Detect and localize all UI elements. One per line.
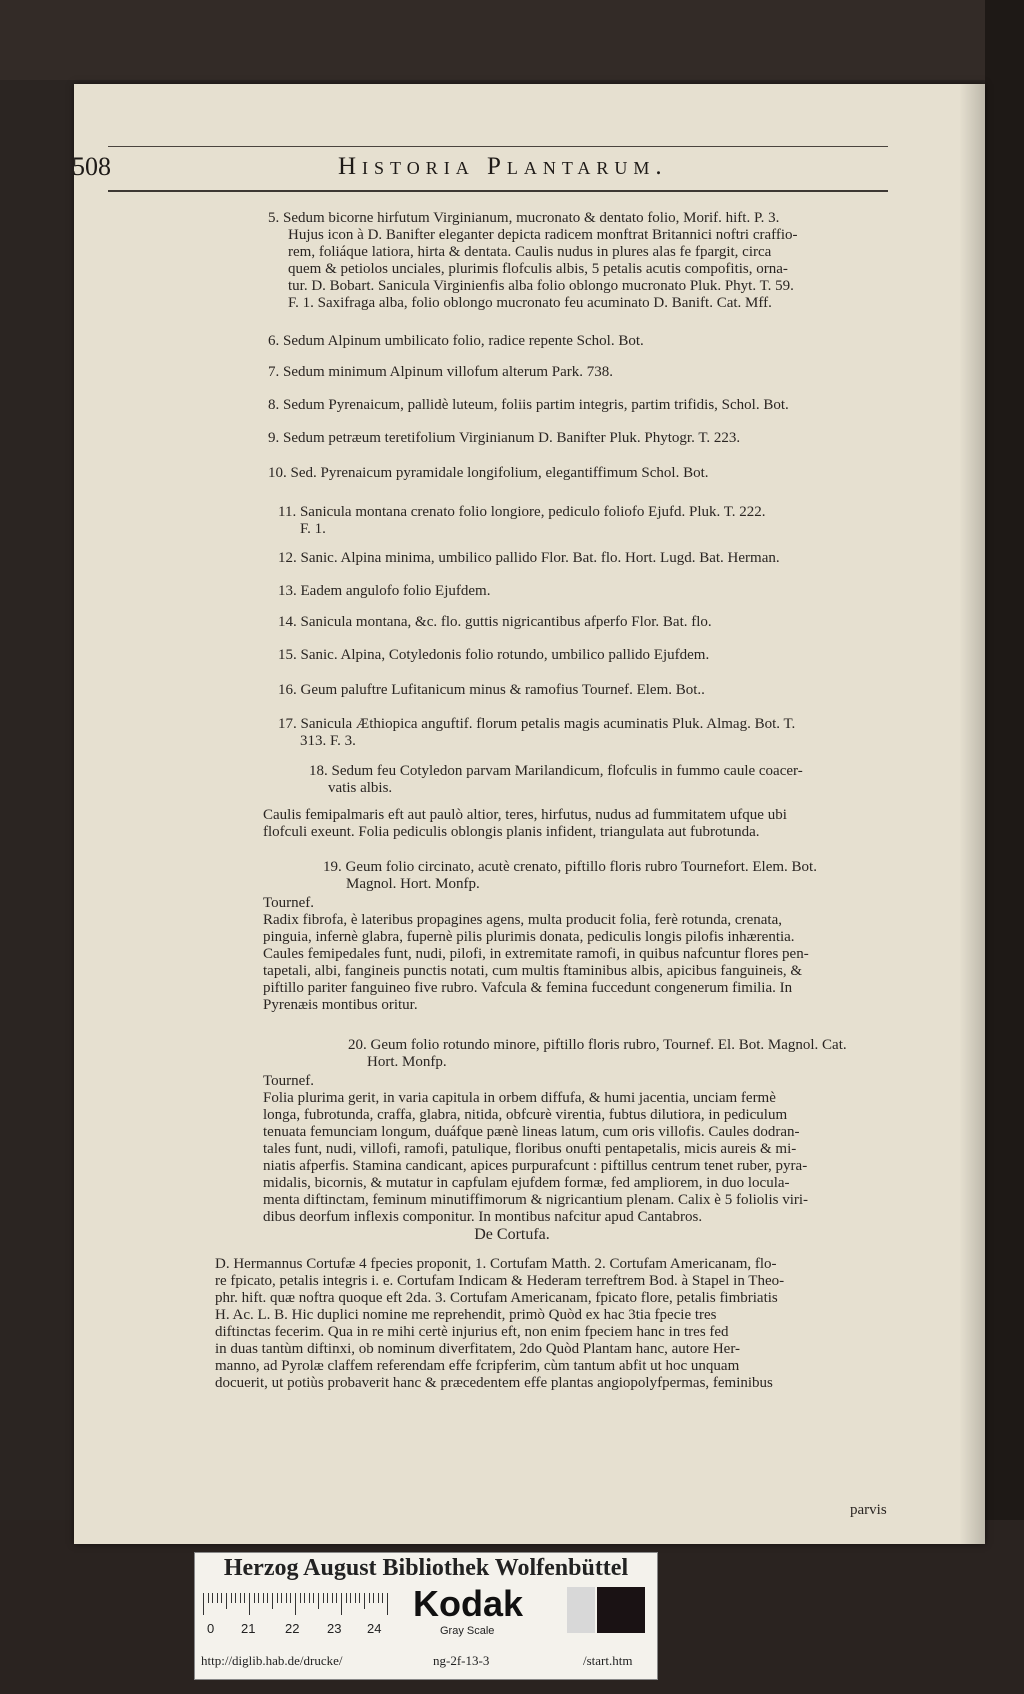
ruler-tick xyxy=(300,1593,301,1603)
ruler-tick xyxy=(221,1593,222,1603)
ruler-tick xyxy=(309,1593,310,1603)
text-line: Hujus icon à D. Banifter eleganter depicta radicem monftrat Britannici noftri craffio- xyxy=(288,227,798,243)
text-line: Hort. Monfp. xyxy=(367,1054,447,1070)
text-line: manno, ad Pyrolæ claffem referendam effe fcripferim, cùm tantum abfit ut hoc unquam xyxy=(215,1358,740,1374)
text-line: F. 1. Saxifraga alba, folio oblongo mucronato feu acuminato D. Banift. Cat. Mff. xyxy=(288,295,772,311)
text-line: 8. Sedum Pyrenaicum, pallidè luteum, foliis partim integris, partim trifidis, Schol. Bot. xyxy=(268,397,789,413)
ruler-tick xyxy=(346,1593,347,1603)
text-line: tenuata femunciam longum, duáfque pænè lineas latum, cum oris villofis. Caules dodran- xyxy=(263,1124,800,1140)
text-line: vatis albis. xyxy=(328,780,393,796)
text-line: 16. Geum paluftre Lufitanicum minus & ramofius Tournef. Elem. Bot.. xyxy=(278,682,705,698)
text-line: 9. Sedum petræum teretifolium Virginianum D. Banifter Pluk. Phytogr. T. 223. xyxy=(268,430,741,446)
shelfmark: ng-2f-13-3 xyxy=(433,1653,490,1668)
page-gutter-shadow xyxy=(959,84,985,1544)
ruler-tick xyxy=(341,1593,342,1615)
gray-swatch-dark xyxy=(597,1587,645,1633)
text-line: flofculi exeunt. Folia pediculis oblongis planis infident, triangulata aut fubrotunda. xyxy=(263,824,760,840)
ruler-tick xyxy=(226,1593,227,1609)
header-rule-bottom xyxy=(108,190,888,192)
text-line: piftillo pariter fanguineo five rubro. Vafcula & femina fuccedunt congenerum fimilia. In xyxy=(263,980,793,996)
ruler-tick xyxy=(336,1593,337,1603)
ruler-tick xyxy=(304,1593,305,1603)
library-url: http://diglib.hab.de/drucke/ xyxy=(201,1653,343,1668)
text-line: 15. Sanic. Alpina, Cotyledonis folio rotundo, umbilico pallido Ejufdem. xyxy=(278,647,710,663)
text-line: 13. Eadem angulofo folio Ejufdem. xyxy=(278,583,491,599)
text-line: niatis afperfis. Stamina candicant, apices purpurafcunt : piftillus centrum tenet ruber, pyra- xyxy=(263,1158,808,1174)
ruler-tick xyxy=(369,1593,370,1603)
ruler-label: 21 xyxy=(241,1621,256,1636)
color-target-card xyxy=(194,1552,658,1680)
text-line: 10. Sed. Pyrenaicum pyramidale longifolium, elegantiffimum Schol. Bot. xyxy=(268,465,709,481)
ruler-tick xyxy=(244,1593,245,1603)
gray-swatch-light xyxy=(567,1587,595,1633)
scan-background-right xyxy=(985,0,1024,1694)
text-line: D. Hermannus Cortufæ 4 fpecies proponit, 1. Cortufam Matth. 2. Cortufam Americanam, flo- xyxy=(215,1256,777,1272)
start-page-link: /start.htm xyxy=(583,1653,633,1668)
text-line: pinguia, infernè glabra, fupernè pilis plurimis donata, pediculis longis pilofis inhærentia. xyxy=(263,929,795,945)
text-line: quem & petiolos unciales, plurimis flofculis albis, 5 petalis acutis compofitis, orna- xyxy=(288,261,788,277)
running-title: Historia Plantarum. xyxy=(338,153,668,180)
ruler-tick xyxy=(277,1593,278,1603)
text-line: Pyrenæis montibus oritur. xyxy=(263,997,418,1013)
text-line: rem, foliáque latiora, hirta & dentata. Caulis nudus in plures alas fe fpargit, circa xyxy=(288,244,772,260)
text-line: 5. Sedum bicorne hirfutum Virginianum, mucronato & dentato folio, Morif. hift. P. 3. xyxy=(268,210,780,226)
ruler-label: 24 xyxy=(367,1621,382,1636)
text-line: in duas tantùm diftinxi, ob nominum diverfitatem, 2do Quòd Plantam hanc, autore Her- xyxy=(215,1341,741,1357)
text-line: diftinctas fecerim. Qua in re mihi certè injurius eft, non enim fpeciem hanc in tres fed xyxy=(215,1324,729,1340)
ruler-tick xyxy=(254,1593,255,1603)
text-line: 18. Sedum feu Cotyledon parvam Marilandicum, flofculis in fummo caule coacer- xyxy=(309,763,803,779)
catchword: parvis xyxy=(850,1502,887,1518)
text-line: H. Ac. L. B. Hic duplici nomine me reprehendit, primò Quòd ex hac 3tia fpecie tres xyxy=(215,1307,717,1323)
text-line: tapetali, albi, fangineis punctis notati, cum multis ftaminibus albis, apicibus fanguineis, & xyxy=(263,963,803,979)
text-line: longa, fubrotunda, craffa, glabra, nitida, obfcurè virentia, fubtus dilutiora, in pediculum xyxy=(263,1107,788,1123)
text-line: menta diftinctam, feminum minutiffimorum & nigricantium plenam. Calix è 5 foliolis viri- xyxy=(263,1192,809,1208)
text-line: Tournef. xyxy=(263,895,315,911)
text-line: Magnol. Hort. Monfp. xyxy=(346,876,480,892)
text-line: 17. Sanicula Æthiopica anguftif. florum petalis magis acuminatis Pluk. Almag. Bot. T. xyxy=(278,716,796,732)
ruler-tick xyxy=(203,1593,204,1615)
ruler-tick xyxy=(286,1593,287,1603)
ruler-tick xyxy=(272,1593,273,1609)
gray-scale-label: Gray Scale xyxy=(440,1625,495,1637)
ruler-label: 22 xyxy=(285,1621,300,1636)
kodak-logo: Kodak xyxy=(413,1583,524,1624)
text-line: re fpicato, petalis integris i. e. Cortufam Indicam & Hederam terreftrem Bod. à Stapel in Theo- xyxy=(215,1273,785,1289)
section-heading: De Cortufa. xyxy=(474,1226,550,1243)
text-line: 7. Sedum minimum Alpinum villofum alterum Park. 738. xyxy=(268,364,613,380)
ruler-tick xyxy=(212,1593,213,1603)
scan-background-top xyxy=(0,0,1024,80)
text-line: 14. Sanicula montana, &c. flo. guttis nigricantibus afperfo Flor. Bat. flo. xyxy=(278,614,712,630)
text-line: F. 1. xyxy=(300,521,326,537)
ruler-tick xyxy=(263,1593,264,1603)
text-line: Folia plurima gerit, in varia capitula in orbem diffufa, & humi jacentia, unciam fermè xyxy=(263,1090,776,1106)
ruler-tick xyxy=(240,1593,241,1603)
text-line: 313. F. 3. xyxy=(300,733,356,749)
ruler-tick xyxy=(382,1593,383,1603)
ruler-tick xyxy=(355,1593,356,1603)
header-rule-top xyxy=(108,146,888,147)
ruler-tick xyxy=(267,1593,268,1603)
ruler-label: 23 xyxy=(327,1621,342,1636)
text-line: 6. Sedum Alpinum umbilicato folio, radice repente Schol. Bot. xyxy=(268,333,644,349)
ruler-tick xyxy=(313,1593,314,1603)
ruler-tick xyxy=(258,1593,259,1603)
scale-ruler xyxy=(203,1593,393,1617)
text-line: 11. Sanicula montana crenato folio longiore, pediculo foliofo Ejufd. Pluk. T. 222. xyxy=(278,504,766,520)
ruler-tick xyxy=(387,1593,388,1615)
page-number: 508 xyxy=(72,152,111,181)
ruler-tick xyxy=(359,1593,360,1603)
ruler-tick xyxy=(249,1593,250,1615)
ruler-tick xyxy=(364,1593,365,1609)
text-line: Caulis femipalmaris eft aut paulò altior, teres, hirfutus, nudus ad fummitatem ufque ubi xyxy=(263,807,787,823)
text-line: midalis, bicornis, & mutatur in capfulam ejufdem formæ, fed ampliorem, in duo locula- xyxy=(263,1175,790,1191)
text-line: 20. Geum folio rotundo minore, piftillo floris rubro, Tournef. El. Bot. Magnol. Cat. xyxy=(348,1037,847,1053)
text-line: Caules femipedales funt, nudi, pilofi, in extremitate ramofi, in quibus nafcuntur flores pen- xyxy=(263,946,809,962)
library-name: Herzog August Bibliothek Wolfenbüttel xyxy=(223,1555,629,1581)
ruler-tick xyxy=(318,1593,319,1609)
ruler-tick xyxy=(378,1593,379,1603)
text-line: tales funt, nudi, villofi, ramofi, patulique, floribus onufti pentapetalis, micis aureis & mi- xyxy=(263,1141,797,1157)
text-line: phr. hift. quæ noftra quoque eft 2da. 3. Cortufam Americanam, fpicato flore, petalis fimbriatis xyxy=(215,1290,778,1306)
ruler-tick xyxy=(290,1593,291,1603)
ruler-tick xyxy=(235,1593,236,1603)
text-line: Tournef. xyxy=(263,1073,315,1089)
text-line: 19. Geum folio circinato, acutè crenato, piftillo floris rubro Tournefort. Elem. Bot. xyxy=(323,859,817,875)
ruler-tick xyxy=(350,1593,351,1603)
ruler-label: 0 xyxy=(207,1621,215,1636)
text-line: tur. D. Bobart. Sanicula Virginienfis alba folio oblongo mucronato Pluk. Phyt. T. 59. xyxy=(288,278,794,294)
ruler-tick xyxy=(323,1593,324,1603)
text-line: Radix fibrofa, è lateribus propagines agens, multa producit folia, ferè rotunda, crenata, xyxy=(263,912,782,928)
text-line: docuerit, ut potiùs probaverit hanc & præcedentem effe plantas angiopolyfpermas, feminibus xyxy=(215,1375,773,1391)
ruler-tick xyxy=(327,1593,328,1603)
ruler-tick xyxy=(231,1593,232,1603)
ruler-tick xyxy=(295,1593,296,1615)
ruler-tick xyxy=(208,1593,209,1603)
text-line: dibus deorfum inflexis componitur. In montibus nafcitur apud Cantabros. xyxy=(263,1209,703,1225)
ruler-tick xyxy=(373,1593,374,1603)
ruler-tick xyxy=(332,1593,333,1603)
text-line: 12. Sanic. Alpina minima, umbilico pallido Flor. Bat. flo. Hort. Lugd. Bat. Herman. xyxy=(278,550,780,566)
ruler-tick xyxy=(217,1593,218,1603)
ruler-tick xyxy=(281,1593,282,1603)
